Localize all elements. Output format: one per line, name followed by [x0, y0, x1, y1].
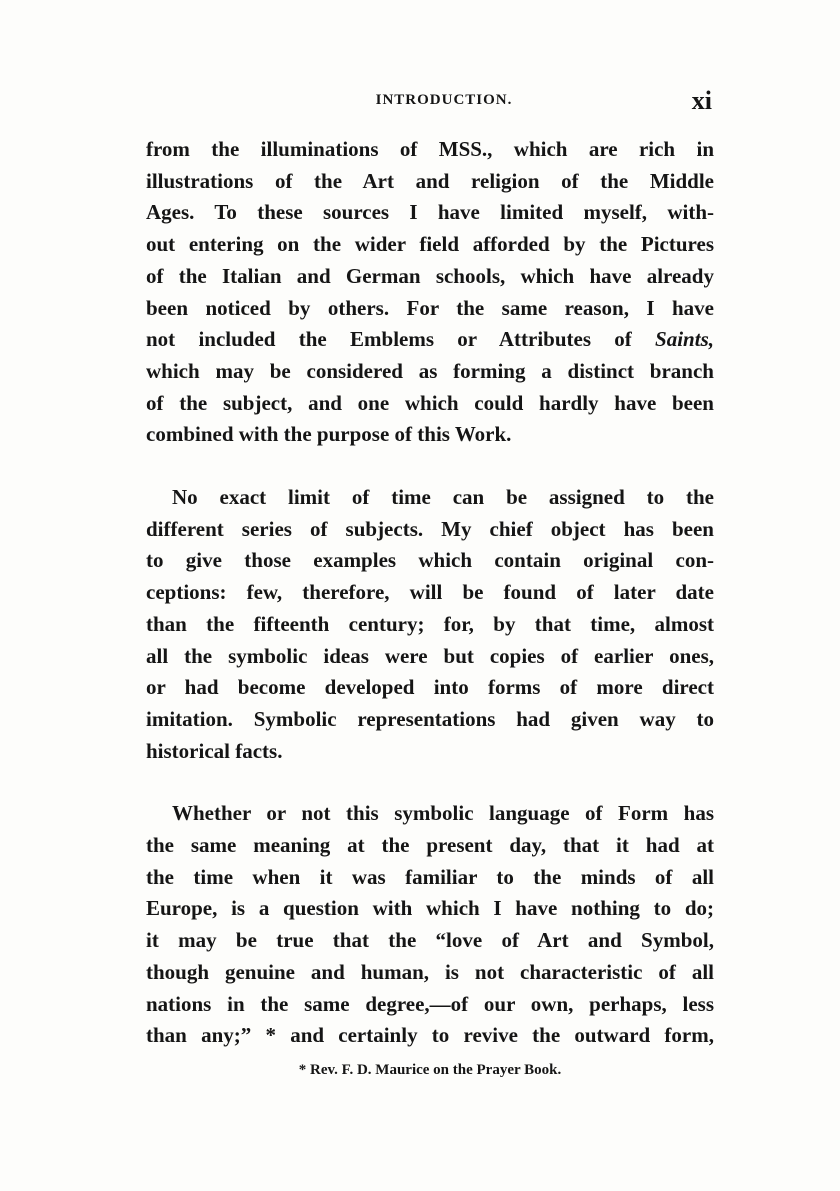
running-head: INTRODUCTION. [375, 92, 513, 108]
text-line: Europe, is a question with which I have nothing to do; [146, 896, 714, 921]
text-line-with-italic [146, 324, 714, 356]
text-line: different series of subjects. My chief object has been [146, 516, 714, 541]
text-line: to give those examples which contain original con- [146, 548, 714, 573]
text-segment: not included the Emblems or Attributes of [146, 327, 656, 352]
text-line: been noticed by others. For the same reason, I have [146, 295, 714, 320]
text-line: ceptions: few, therefore, will be found of later date [146, 580, 714, 605]
text-line: combined with the purpose of this Work. [146, 422, 512, 447]
text-line: Whether or not this symbolic language of Form has [172, 801, 714, 826]
text-line: historical facts. [146, 738, 283, 763]
text-line: of the subject, and one which could hardly have been [146, 390, 714, 415]
paragraph-1 [146, 134, 714, 451]
paragraph-3 [146, 798, 714, 1052]
text-line: or had become developed into forms of more direct [146, 675, 714, 700]
text-line: the time when it was familiar to the minds of all [146, 864, 714, 889]
page-number: xi [691, 86, 712, 115]
footnote: * Rev. F. D. Maurice on the Prayer Book. [298, 1062, 562, 1078]
text-line: from the illuminations of MSS., which are rich in [146, 137, 714, 161]
text-line: nations in the same degree,—of our own, perhaps, less [146, 991, 714, 1016]
text-line: illustrations of the Art and religion of the Middle [146, 168, 714, 193]
text-line: imitation. Symbolic representations had given way to [146, 706, 714, 731]
italic-word: Saints, [655, 327, 714, 352]
text-line: of the Italian and German schools, which have already [146, 263, 714, 288]
text-line: No exact limit of time can be assigned to the [172, 485, 714, 510]
text-line: though genuine and human, is not characteristic of all [146, 959, 714, 984]
text-line: the same meaning at the present day, that it had at [146, 833, 714, 858]
text-line: than the fifteenth century; for, by that time, almost [146, 611, 714, 636]
body-text [146, 134, 714, 1052]
text-line: Ages. To these sources I have limited myself, with- [146, 200, 714, 225]
paragraph-2 [146, 482, 714, 767]
page-header [146, 88, 714, 118]
text-line: it may be true that the “love of Art and Symbol, [146, 928, 714, 953]
text-line: out entering on the wider field afforded by the Pictures [146, 232, 714, 257]
text-line: which may be considered as forming a distinct branch [146, 358, 714, 383]
text-line: than any;” * and certainly to revive the outward form, [146, 1023, 714, 1048]
text-line: all the symbolic ideas were but copies of earlier ones, [146, 643, 714, 668]
